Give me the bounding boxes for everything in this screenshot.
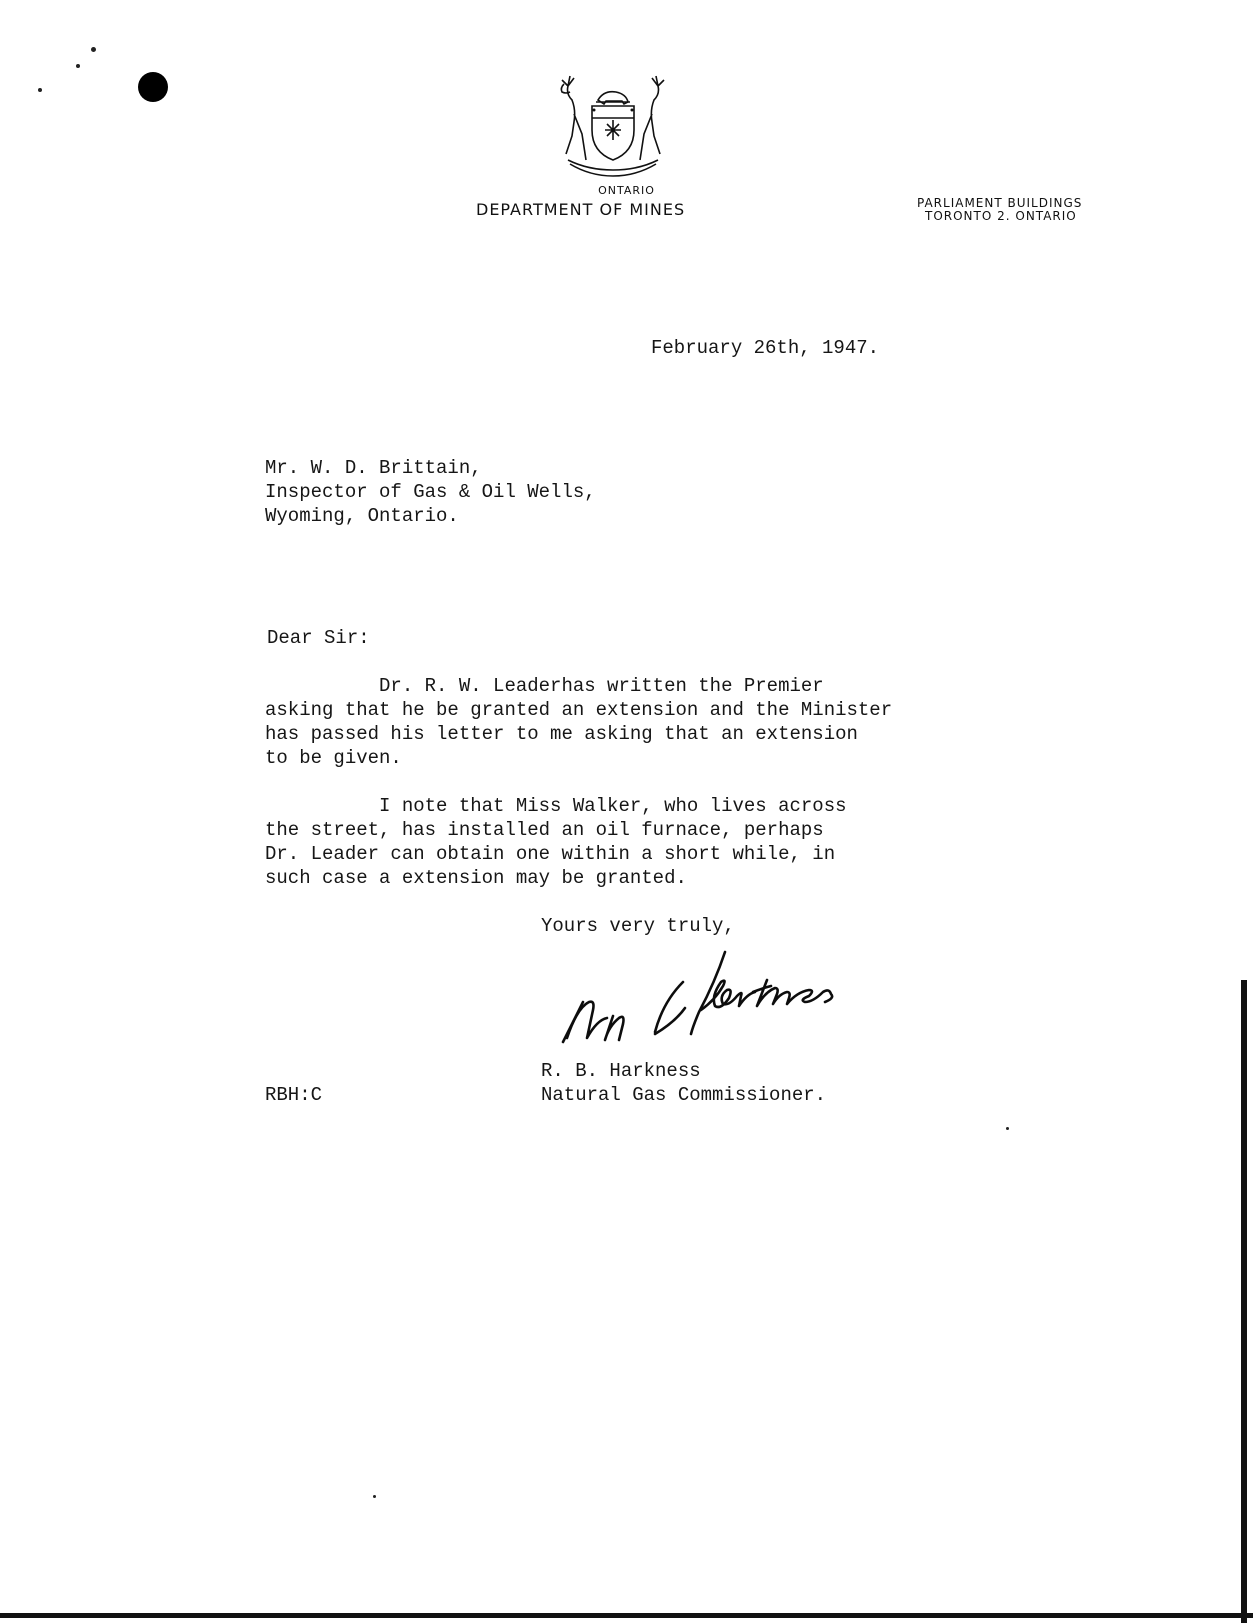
letterhead-department: DEPARTMENT OF MINES: [476, 200, 686, 219]
body-paragraph-2: [265, 794, 847, 890]
signatory-name: R. B. Harkness: [541, 1060, 701, 1082]
scan-speck: [1006, 1127, 1009, 1130]
scan-speck: [76, 64, 80, 68]
signatory-block: [541, 1059, 826, 1107]
paragraph-line: has passed his letter to me asking that an extension: [265, 723, 858, 745]
signatory-title: Natural Gas Commissioner.: [541, 1084, 827, 1106]
scan-edge-bottom: [0, 1613, 1253, 1618]
recipient-location: Wyoming, Ontario.: [265, 505, 459, 527]
paragraph-line: asking that he be granted an extension and the Minister: [265, 699, 893, 721]
scan-speck: [373, 1495, 376, 1498]
paragraph-line: such case a extension may be granted.: [265, 867, 687, 889]
typist-initials: RBH:C: [265, 1084, 323, 1106]
recipient-name: Mr. W. D. Brittain,: [265, 457, 482, 479]
scan-speck: [91, 47, 96, 52]
letterhead-province: ONTARIO: [598, 184, 655, 197]
punch-hole: [138, 72, 168, 102]
scan-edge-right: [1241, 980, 1247, 1623]
handwritten-signature: [553, 950, 925, 1050]
body-paragraph-1: [265, 674, 892, 770]
paragraph-line: the street, has installed an oil furnace, perhaps: [265, 819, 824, 841]
recipient-title: Inspector of Gas & Oil Wells,: [265, 481, 596, 503]
coat-of-arms-icon: [554, 74, 672, 180]
paragraph-line: I note that Miss Walker, who lives across: [265, 795, 847, 817]
letterhead-address-line2: TORONTO 2. ONTARIO: [925, 209, 1077, 223]
paragraph-line: Dr. R. W. Leaderhas written the Premier: [265, 675, 824, 697]
letterhead-address-line1: PARLIAMENT BUILDINGS: [917, 196, 1083, 210]
scan-speck: [38, 88, 42, 92]
paragraph-line: Dr. Leader can obtain one within a short while, in: [265, 843, 836, 865]
recipient-address: [265, 456, 596, 528]
salutation: Dear Sir:: [267, 627, 370, 649]
paragraph-line: to be given.: [265, 747, 402, 769]
letter-date: February 26th, 1947.: [651, 337, 880, 359]
closing: Yours very truly,: [541, 915, 735, 937]
